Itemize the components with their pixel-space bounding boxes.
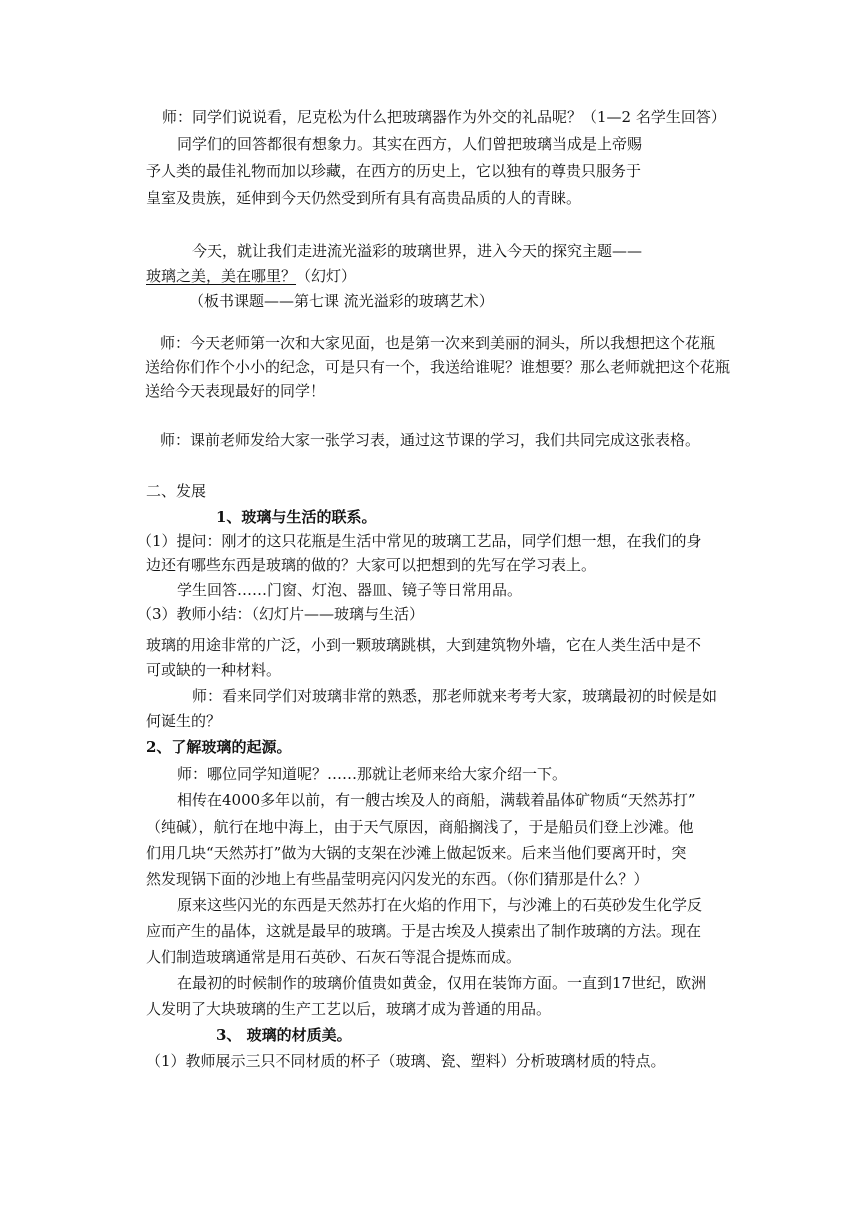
subsection-heading: 2、了解玻璃的起源。	[146, 738, 292, 756]
paragraph-line: 然发现锅下面的沙地上有些晶莹明亮闪闪发光的东西。（你们猜那是什么？）	[146, 870, 649, 888]
section-heading: 二、发展	[146, 482, 207, 500]
paragraph-line: 相传在4000多年以前，有一艘古埃及人的商船，满载着晶体矿物质“天然苏打”	[177, 791, 696, 809]
paragraph-line: （1）提问：刚才的这只花瓶是生活中常见的玻璃工艺品，同学们想一想，在我们的身	[137, 532, 702, 550]
paragraph-line: 何诞生的？	[146, 712, 222, 730]
subsection-heading: 1、玻璃与生活的联系。	[216, 508, 377, 526]
paragraph-line: 在最初的时候制作的玻璃价值贵如黄金，仅用在装饰方面。一直到17世纪，欧洲	[177, 974, 707, 992]
paragraph-line: 边还有哪些东西是玻璃的做的？大家可以把想到的先写在学习表上。	[146, 556, 597, 574]
paragraph-line: 师：课前老师发给大家一张学习表，通过这节课的学习，我们共同完成这张表格。	[160, 431, 701, 449]
paragraph-line: 师：哪位同学知道呢？……那就让老师来给大家介绍一下。	[177, 765, 568, 783]
paragraph-line: 原来这些闪光的东西是天然苏打在火焰的作用下，与沙滩上的石英砂发生化学反	[177, 896, 703, 914]
paragraph-line: 予人类的最佳礼物而加以珍藏，在西方的历史上，它以独有的尊贵只服务于	[146, 162, 642, 180]
paragraph-line: 皇室及贵族，延伸到今天仍然受到所有具有高贵品质的人的青睐。	[146, 189, 582, 207]
paragraph-line: 们用几块“天然苏打”做为大锅的支架在沙滩上做起饭来。后来当他们要离开时，突	[146, 844, 687, 862]
paragraph-line: 同学们的回答都很有想象力。其实在西方，人们曾把玻璃当成是上帝赐	[177, 135, 643, 153]
paragraph-line: 可或缺的一种材料。	[146, 661, 282, 679]
paragraph-line: 人们制造玻璃通常是用石英砂、石灰石等混合提炼而成。	[146, 948, 522, 966]
paragraph-line: （1）教师展示三只不同材质的杯子（玻璃、瓷、塑料）分析玻璃材质的特点。	[146, 1052, 666, 1070]
board-note: （板书课题——第七课 流光溢彩的玻璃艺术）	[189, 292, 494, 310]
paragraph-line: 学生回答……门窗、灯泡、器皿、镜子等日常用品。	[177, 581, 523, 599]
paragraph-line: 人发明了大块玻璃的生产工艺以后，玻璃才成为普通的用品。	[146, 1000, 552, 1018]
paragraph-line: 送给今天表现最好的同学！	[145, 382, 326, 400]
paragraph-line: 玻璃的用途非常的广泛，小到一颗玻璃跳棋，大到建筑物外墙，它在人类生活中是不	[146, 636, 702, 654]
subsection-heading: 3、 玻璃的材质美。	[216, 1026, 352, 1044]
theme-title: 玻璃之美，美在哪里？	[146, 267, 297, 285]
slide-note: （幻灯）	[296, 267, 357, 285]
paragraph-line: 师：今天老师第一次和大家见面，也是第一次来到美丽的洞头，所以我想把这个花瓶	[160, 334, 716, 352]
paragraph-line: 送给你们作个小小的纪念，可是只有一个，我送给谁呢？谁想要？那么老师就把这个花瓶	[145, 358, 731, 376]
theme-line	[146, 266, 356, 286]
paragraph-line: 师：看来同学们对玻璃非常的熟悉，那老师就来考考大家，玻璃最初的时候是如	[192, 687, 718, 705]
paragraph-line: 应而产生的晶体，这就是最早的玻璃。于是古埃及人摸索出了制作玻璃的方法。现在	[146, 922, 702, 940]
paragraph-line: （纯碱），航行在地中海上，由于天气原因，商船搁浅了，于是船员们登上沙滩。他	[146, 818, 694, 836]
paragraph-line: （3）教师小结：（幻灯片——玻璃与生活）	[137, 605, 425, 623]
paragraph-line: 今天，就让我们走进流光溢彩的玻璃世界，进入今天的探究主题——	[192, 242, 643, 260]
paragraph-teacher-question: 师：同学们说说看，尼克松为什么把玻璃器作为外交的礼品呢？（1—2 名学生回答）	[162, 108, 726, 126]
